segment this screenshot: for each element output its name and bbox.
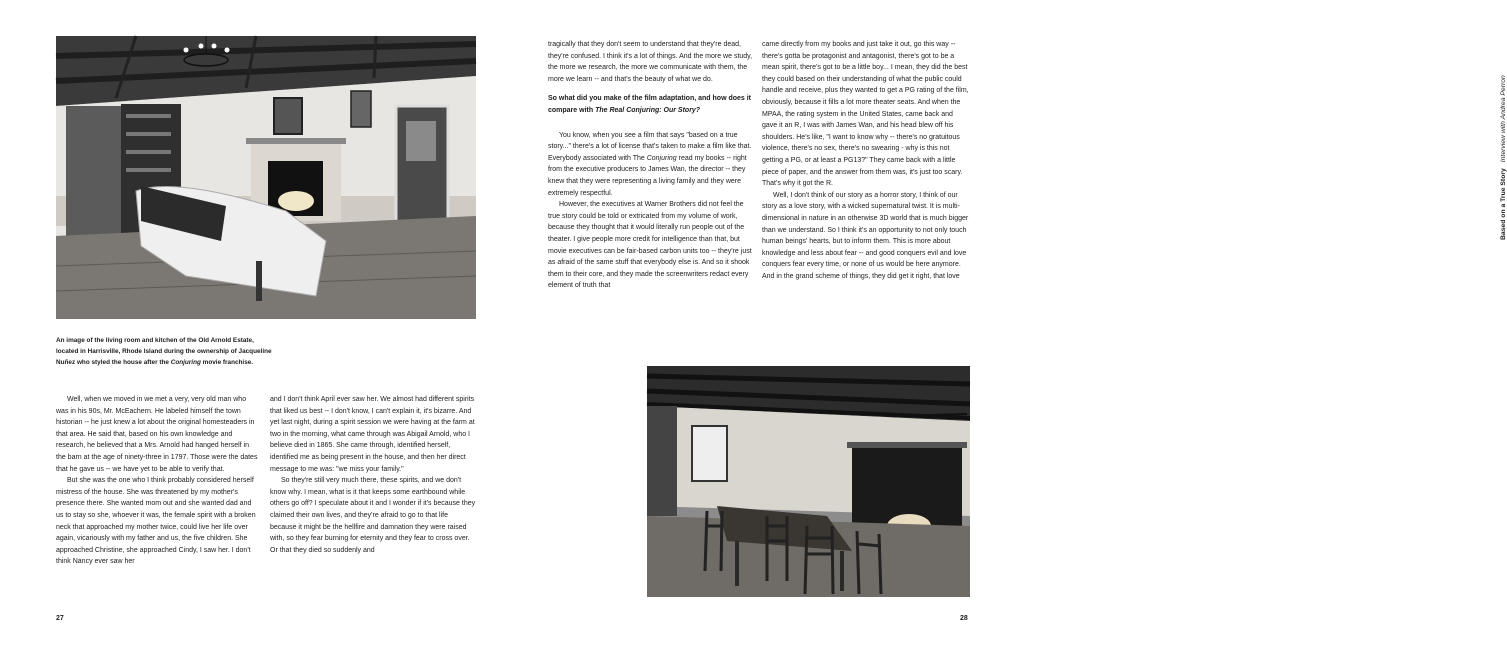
paragraph-part: read my books -- right from the executive producers to James Wan, the director -- they knew that they were representing a living family and they were extremely respectful. (548, 154, 747, 197)
paragraph: But she was the one who I think probably considered herself mistress of the house. She was threatened by my mother's presence there. She wanted mom out and she wanted dad and us to stay so she, whoever it was, the female spirit with a broken neck that approached my mother twice, could live her life over again, vicariously with my father and us, the five children. She approached Christine, she approached Cindy, I saw her. I don't think Nancy ever saw her (56, 477, 256, 566)
running-header (1490, 40, 1507, 240)
right-page (512, 0, 1507, 658)
running-subtitle: Interview with Andrea Perron (1500, 75, 1507, 163)
question-italic: The Real Conjuring: Our Story? (595, 106, 701, 114)
paragraph-part: You know, when you see a film that says "based on a true story..." there's a lot of license that's taken to make a film like that. Everybody associated with The (548, 131, 752, 162)
left-page (0, 0, 512, 658)
paragraph: So they're still very much there, these spirits, and we don't know why. I mean, what is it that keeps some earthbound while others go off? I speculate about it and I wonder if it's because they claimed their own lives, and they're afraid to go to that life because it might be the hellfire and damnation they were raised with, so they fear burning for eternity and they fear to cross over. Or that they died so suddenly and (270, 477, 476, 554)
photo-caption (56, 335, 276, 368)
right-column-1 (548, 39, 754, 292)
paragraph-italic: Conjuring (646, 154, 677, 162)
question-text: So what did you make of the film adaptation, and how does it compare with (548, 95, 752, 114)
kitchen-photo (647, 366, 970, 597)
paragraph: However, the executives at Warner Brothers did not feel the true story could be told or extricated from my volume of work, because they thought that it would literally run people out of the theater. I give people more credit for intelligence than that, but movie executives can be fair-based carbon units too -- they're just as afraid of the same stuff that everybody else is. And so it shook them to their core, and they made the screenwriters redact every element of truth that (548, 201, 752, 290)
paragraph: Well, when we moved in we met a very, very old man who was in his 90s, Mr. McEachern. He labeled himself the town historian -- he just knew a lot about the original homesteaders in that area. He said that, based on his own knowledge and research, he believed that a Mrs. Arnold had hanged herself in the barn at the age of ninety-three in 1797. Those were the dates that he gave us -- we have yet to be able to verify that. (56, 396, 258, 473)
paragraph: and I don't think April ever saw her. We almost had different spirits that liked us best -- I don't know, I can't explain it, it's bizarre. And yet last night, during a spirit session we were having at the farm at two in the morning, what came through was Abigail Arnold, who I believe died in 1865. She came through, identified herself, identified me as being present in the house, and then her direct message to me was: "we miss your family." (270, 396, 475, 473)
kitchen-image (647, 366, 970, 597)
caption-italic: Conjuring (170, 359, 201, 366)
running-header-text (1500, 75, 1507, 240)
paragraph: tragically that they don't seem to understand that they're dead, they're confused. I think it's a lot of things. And the more we study, the more we research, the more we communicate with them, the more we learn -- and that's the beauty of what we do. (548, 41, 753, 83)
living-room-image (56, 36, 476, 319)
paragraph: Well, I don't think of our story as a horror story, I think of our story as a love story, with a wicked supernatural twist. It is multi-dimensional in nature in an otherwise 3D world that is much bigger than we understand. So I think it's an opportunity to not only touch human beings' hearts, but to inform them. This is more about knowledge and less about fear -- and good conquers evil and love conquers fear every time, or none of us would be here anymore. And in the grand scheme of things, they did get it right, that love (762, 191, 969, 280)
interview-question (548, 93, 754, 116)
right-column-2 (762, 39, 970, 282)
left-column-1 (56, 394, 260, 568)
page-number-left: 27 (56, 615, 64, 622)
paragraph (548, 130, 754, 200)
caption-text: An image of the living room and kitchen of the Old Arnold Estate, located in Harrisville, Rhode Island during the ownership of Jacqueline Nuñez who styled the house after the (56, 337, 272, 366)
running-title: Based on a True Story (1500, 168, 1507, 240)
left-column-2 (270, 394, 476, 556)
living-room-photo (56, 36, 476, 319)
page-number-right: 28 (960, 615, 968, 622)
paragraph: came directly from my books and just take it out, go this way -- there's gotta be protagonist and antagonist, there's got to be a mean spirit, there's got to be a little boy... I mean, they did the best they could based on their understanding of what the public could handle and receive, plus they wanted to get a PG rating of the film, obviously, because it fills a lot more theater seats. And when the MPAA, the rating system in the United States, came back and gave it an R, I was with James Wan, and his head blew off his shoulders. He's like, "I want to know why -- there's no gratuitous violence, there's no sex, there's no swearing - why is this not getting a PG, or at least a PG13?" They came back with a little piece of paper, and the answer from them was, it's just too scary. That's why it got the R. (762, 41, 969, 188)
caption-suffix: movie franchise. (200, 359, 254, 366)
